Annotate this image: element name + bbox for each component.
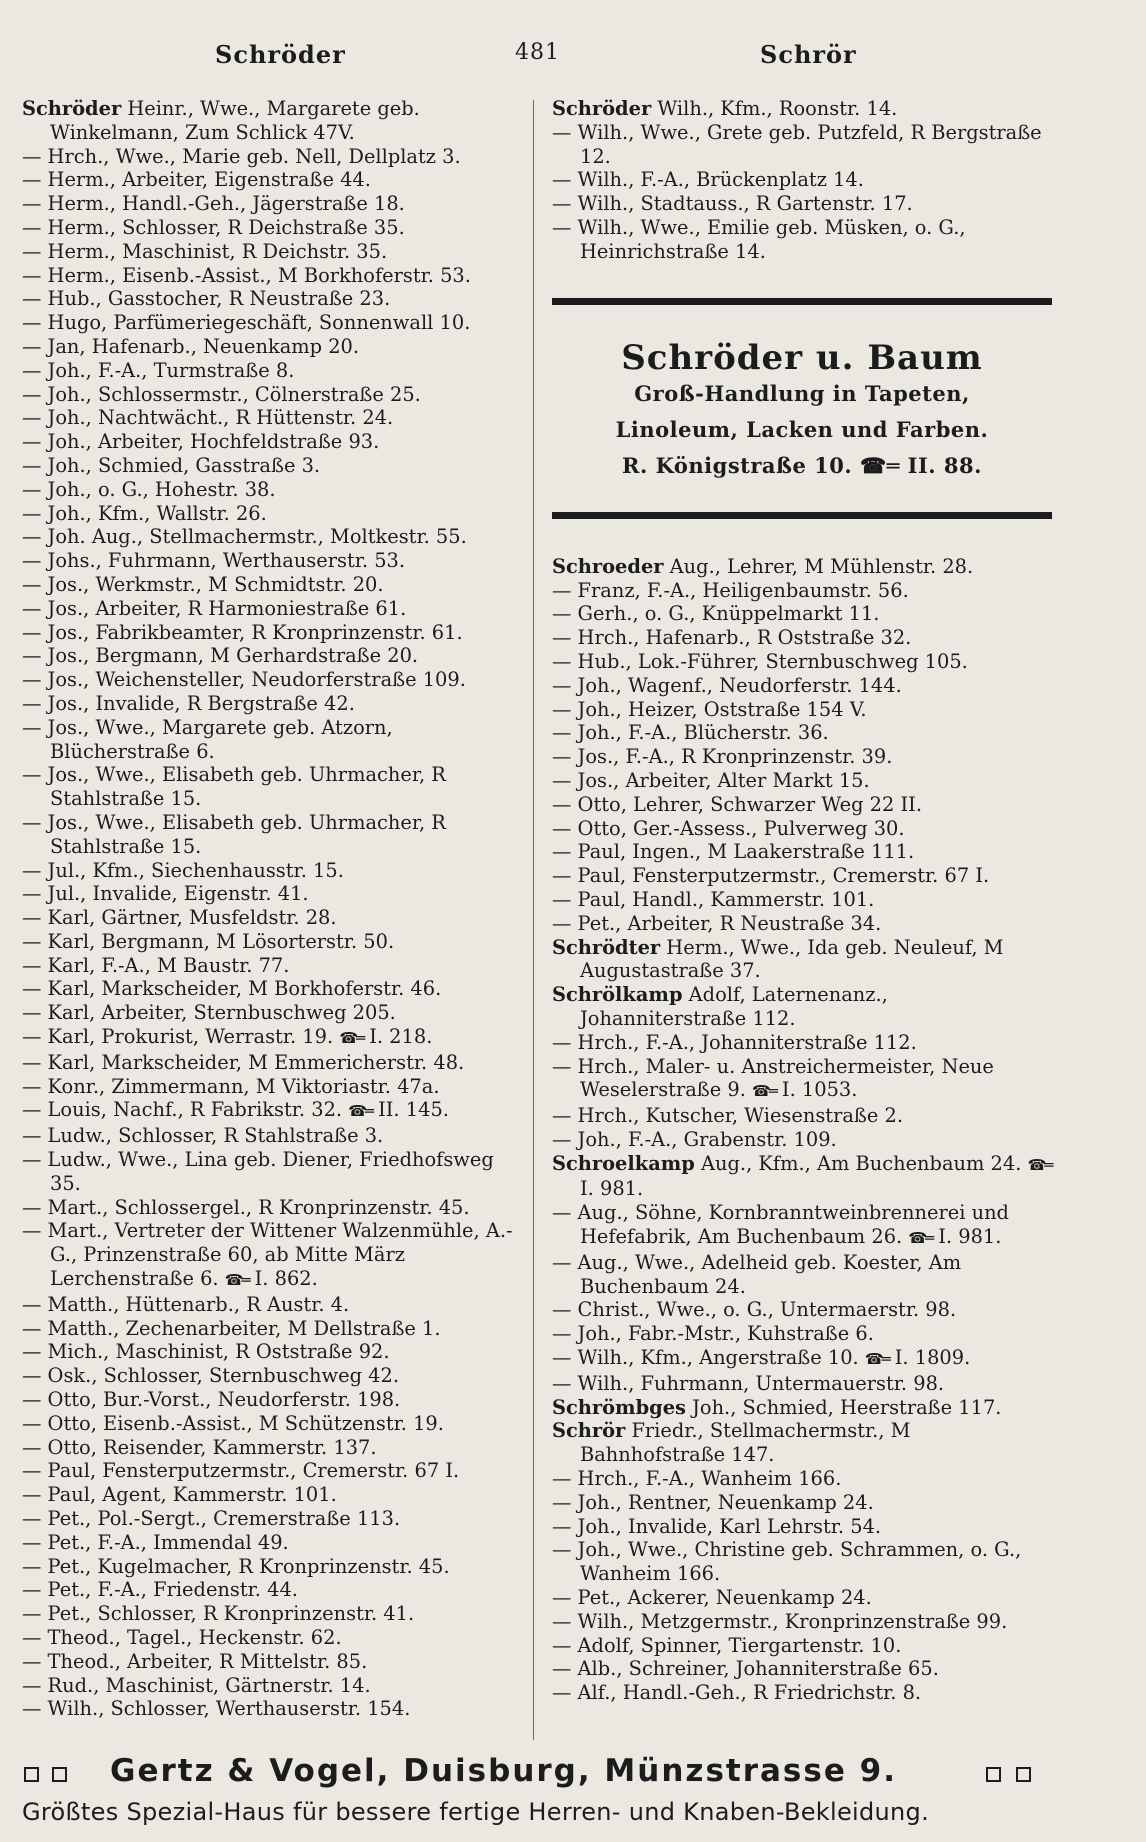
ad-line-1: Groß-Handlung in Tapeten, [634, 381, 970, 407]
directory-entry: — Joh., Schmied, Gasstraße 3. [22, 453, 321, 477]
directory-entry: — Pet., Arbeiter, R Neustraße 34. [552, 911, 882, 935]
directory-entry: — Rud., Maschinist, Gärtnerstr. 14. [22, 1673, 371, 1697]
square-ornament-icon [1016, 1767, 1031, 1782]
directory-entry: — Joh., F.-A., Turmstraße 8. [22, 358, 295, 382]
right-column-bottom [552, 555, 1052, 1705]
directory-entry: — Hrch., Maler- u. Anstreichermeister, Neue Weselerstraße 9. ☎═ I. 1053. [552, 1054, 994, 1102]
directory-entry: — Joh., Kfm., Wallstr. 26. [22, 501, 267, 525]
directory-entry: — Wilh., Wwe., Grete geb. Putzfeld, R Bergstraße 12. [552, 120, 1042, 168]
directory-entry: — Aug., Wwe., Adelheid geb. Koester, Am Buchenbaum 24. [552, 1250, 962, 1298]
directory-entry: — Joh., Nachtwächt., R Hüttenstr. 24. [22, 406, 394, 430]
directory-entry: — Pet., Pol.-Sergt., Cremerstraße 113. [22, 1507, 401, 1531]
directory-entry: — Joh., o. G., Hohestr. 38. [22, 477, 276, 501]
directory-entry: — Christ., Wwe., o. G., Untermaerstr. 98. [552, 1298, 957, 1322]
directory-entry: — Wilh., Schlosser, Werthauserstr. 154. [22, 1697, 411, 1721]
directory-entry: — Herm., Maschinist, R Deichstr. 35. [22, 239, 388, 263]
directory-entry: — Alf., Handl.-Geh., R Friedrichstr. 8. [552, 1681, 922, 1705]
directory-entry: — Adolf, Spinner, Tiergartenstr. 10. [552, 1633, 902, 1657]
column-divider [533, 100, 534, 1740]
directory-entry: Schrör Friedr., Stellmachermstr., M Bahnhofstraße 147. [552, 1419, 911, 1467]
directory-entry: — Franz, F.-A., Heiligenbaumstr. 56. [552, 578, 909, 602]
directory-entry: — Jos., Werkmstr., M Schmidtstr. 20. [22, 572, 384, 596]
ad-line-2: Linoleum, Lacken und Farben. [615, 417, 989, 443]
directory-entry: — Paul, Ingen., M Laakerstraße 111. [552, 840, 915, 864]
directory-entry: Schrömbges Joh., Schmied, Heerstraße 117. [552, 1395, 1002, 1419]
directory-entry: — Mart., Schlossergel., R Kronprinzenstr. 45. [22, 1195, 470, 1219]
left-column [22, 97, 520, 1721]
footer-banner [0, 1753, 1146, 1795]
directory-entry: — Hub., Gasstocher, R Neustraße 23. [22, 287, 391, 311]
square-ornament-icon [24, 1767, 39, 1782]
directory-entry: — Alb., Schreiner, Johanniterstraße 65. [552, 1657, 939, 1681]
directory-entry: — Herm., Handl.-Geh., Jägerstraße 18. [22, 192, 405, 216]
directory-entry: — Joh., Heizer, Oststraße 154 V. [552, 697, 867, 721]
advertisement-box [552, 298, 1052, 519]
directory-entry: — Paul, Agent, Kammerstr. 101. [22, 1483, 337, 1507]
directory-entry: — Matth., Zechenarbeiter, M Dellstraße 1. [22, 1316, 441, 1340]
directory-entry: — Pet., Kugelmacher, R Kronprinzenstr. 45. [22, 1554, 450, 1578]
directory-entry: — Jos., F.-A., R Kronprinzenstr. 39. [552, 745, 893, 769]
directory-entry: — Joh., Fabr.-Mstr., Kuhstraße 6. [552, 1322, 874, 1346]
directory-entry: — Jos., Wwe., Elisabeth geb. Uhrmacher, R Stahlstraße 15. [22, 763, 446, 811]
directory-entry: — Hrch., Hafenarb., R Oststraße 32. [552, 626, 912, 650]
directory-entry: — Wilh., Wwe., Emilie geb. Müsken, o. G., Heinrichstraße 14. [552, 215, 966, 263]
right-column-top [552, 97, 1052, 264]
ad-line-3: R. Königstraße 10. ☎═ II. 88. [622, 452, 982, 478]
directory-entry: — Matth., Hüttenarb., R Austr. 4. [22, 1292, 350, 1316]
directory-entry: — Joh., Arbeiter, Hochfeldstraße 93. [22, 430, 380, 454]
square-ornament-icon [986, 1767, 1001, 1782]
footer-subtitle: Größtes Spezial-Haus für bessere fertige Herren- und Knaben-Bekleidung. [22, 1798, 930, 1826]
directory-entry: — Hrch., Kutscher, Wiesenstraße 2. [552, 1104, 903, 1128]
directory-entry: — Jul., Kfm., Siechenhausstr. 15. [22, 858, 344, 882]
header-right: Schrör [760, 40, 857, 69]
directory-entry: — Jos., Arbeiter, R Harmoniestraße 61. [22, 596, 407, 620]
directory-entry: — Aug., Söhne, Kornbranntweinbrennerei und Hefefabrik, Am Buchenbaum 26. ☎═ I. 981. [552, 1201, 1009, 1249]
directory-entry: — Ludw., Wwe., Lina geb. Diener, Friedhofsweg 35. [22, 1148, 494, 1195]
directory-entry: — Wilh., Metzgermstr., Kronprinzenstraße 99. [552, 1609, 1008, 1633]
directory-entry: — Wilh., Fuhrmann, Untermauerstr. 98. [552, 1371, 945, 1395]
right-column [552, 97, 1052, 1705]
directory-entry: — Herm., Arbeiter, Eigenstraße 44. [22, 168, 371, 192]
directory-entry: — Karl, Markscheider, M Emmericherstr. 48. [22, 1050, 465, 1074]
directory-entry: — Jan, Hafenarb., Neuenkamp 20. [22, 334, 360, 358]
directory-entry: — Joh., Wagenf., Neudorferstr. 144. [552, 673, 902, 697]
directory-entry: — Mich., Maschinist, R Oststraße 92. [22, 1340, 390, 1364]
directory-entry: — Joh., Wwe., Christine geb. Schrammen, o. G., Wanheim 166. [552, 1538, 1022, 1586]
directory-entry: Schrödter Herm., Wwe., Ida geb. Neuleuf, M Augustastraße 37. [552, 935, 1004, 983]
directory-entry: — Gerh., o. G., Knüppelmarkt 11. [552, 602, 880, 626]
directory-entry: — Jos., Arbeiter, Alter Markt 15. [552, 768, 870, 792]
directory-entry: — Jul., Invalide, Eigenstr. 41. [22, 882, 309, 906]
directory-entry: — Karl, Bergmann, M Lösorterstr. 50. [22, 929, 395, 953]
directory-entry: — Jos., Wwe., Margarete geb. Atzorn, Blücherstraße 6. [22, 715, 393, 763]
directory-entry: — Karl, Prokurist, Werrastr. 19. ☎═ I. 218. [22, 1025, 433, 1049]
page-number: 481 [515, 40, 560, 65]
directory-entry: — Theod., Tagel., Heckenstr. 62. [22, 1626, 342, 1649]
directory-entry: — Wilh., F.-A., Brückenplatz 14. [552, 168, 864, 192]
directory-entry: — Herm., Schlosser, R Deichstraße 35. [22, 215, 405, 239]
directory-entry: — Karl, Arbeiter, Sternbuschweg 205. [22, 1001, 396, 1025]
directory-entry: — Karl, F.-A., M Baustr. 77. [22, 953, 290, 977]
directory-entry: Schröder Wilh., Kfm., Roonstr. 14. [552, 97, 898, 120]
directory-entry: — Osk., Schlosser, Sternbuschweg 42. [22, 1364, 399, 1388]
directory-entry: — Karl, Markscheider, M Borkhoferstr. 46. [22, 977, 442, 1001]
footer-subtitle-row [0, 1798, 1146, 1834]
directory-entry: — Pet., Schlosser, R Kronprinzenstr. 41. [22, 1602, 415, 1626]
directory-entry: — Otto, Ger.-Assess., Pulverweg 30. [552, 816, 905, 840]
directory-entry: — Otto, Bur.-Vorst., Neudorferstr. 198. [22, 1388, 401, 1412]
directory-entry: — Otto, Reisender, Kammerstr. 137. [22, 1435, 377, 1459]
directory-entry: — Pet., F.-A., Friedenstr. 44. [22, 1578, 298, 1602]
directory-entry: — Paul, Fensterputzermstr., Cremerstr. 67 I. [22, 1459, 460, 1483]
directory-entry: — Hugo, Parfümeriegeschäft, Sonnenwall 10. [22, 311, 471, 335]
page-header [0, 40, 1146, 80]
directory-entry: — Joh., Rentner, Neuenkamp 24. [552, 1490, 874, 1514]
directory-entry: — Theod., Arbeiter, R Mittelstr. 85. [22, 1649, 368, 1673]
directory-entry: — Johs., Fuhrmann, Werthauserstr. 53. [22, 549, 406, 573]
directory-entry: Schroeder Aug., Lehrer, M Mühlenstr. 28. [552, 554, 974, 578]
directory-entry: — Herm., Eisenb.-Assist., M Borkhoferstr. 53. [22, 263, 471, 287]
directory-entry: — Joh. Aug., Stellmachermstr., Moltkestr. 55. [22, 525, 467, 549]
directory-entry: — Hub., Lok.-Führer, Sternbuschweg 105. [552, 649, 968, 673]
directory-entry: — Paul, Handl., Kammerstr. 101. [552, 887, 875, 911]
directory-entry: — Pet., F.-A., Immendal 49. [22, 1530, 289, 1554]
header-left: Schröder [215, 40, 346, 69]
directory-entry: — Joh., Schlossermstr., Cölnerstraße 25. [22, 382, 421, 406]
ad-bottom-rule [552, 512, 1052, 519]
directory-entry: Schrölkamp Adolf, Laternenanz., Johanniterstraße 112. [552, 983, 888, 1030]
directory-entry: — Wilh., Kfm., Angerstraße 10. ☎═ I. 1809. [552, 1346, 971, 1370]
directory-entry: — Hrch., F.-A., Wanheim 166. [552, 1467, 842, 1491]
directory-entry: Schröder Heinr., Wwe., Margarete geb. Winkelmann, Zum Schlick 47V. [22, 97, 420, 144]
directory-entry: — Jos., Fabrikbeamter, R Kronprinzenstr. 61. [22, 620, 463, 644]
directory-entry: — Hrch., F.-A., Johanniterstraße 112. [552, 1030, 917, 1054]
directory-entry: — Pet., Ackerer, Neuenkamp 24. [552, 1586, 872, 1610]
directory-entry: — Karl, Gärtner, Musfeldstr. 28. [22, 906, 337, 930]
ad-top-rule [552, 298, 1052, 305]
directory-entry: — Jos., Bergmann, M Gerhardstraße 20. [22, 644, 419, 668]
directory-entry: — Joh., Invalide, Karl Lehrstr. 54. [552, 1514, 882, 1538]
directory-entry: — Joh., F.-A., Blücherstr. 36. [552, 721, 829, 745]
directory-entry: — Otto, Eisenb.-Assist., M Schützenstr. 19. [22, 1411, 444, 1435]
square-ornament-icon [52, 1767, 67, 1782]
directory-entry: — Louis, Nachf., R Fabrikstr. 32. ☎═ II. 145. [22, 1098, 449, 1122]
directory-entry: — Wilh., Stadtauss., R Gartenstr. 17. [552, 192, 913, 216]
directory-entry: Schroelkamp Aug., Kfm., Am Buchenbaum 24. ☎═ I. 981. [552, 1151, 1052, 1201]
ad-title: Schröder u. Baum [621, 337, 983, 378]
directory-entry: — Jos., Weichensteller, Neudorferstraße 109. [22, 668, 466, 692]
directory-entry: — Joh., F.-A., Grabenstr. 109. [552, 1127, 837, 1151]
directory-entry: — Ludw., Schlosser, R Stahlstraße 3. [22, 1124, 384, 1148]
directory-entry: — Mart., Vertreter der Wittener Walzenmühle, A.-G., Prinzenstraße 60, ab Mitte März Lerchenstraße 6. ☎═ I. 862. [22, 1219, 513, 1291]
directory-entry: — Otto, Lehrer, Schwarzer Weg 22 II. [552, 792, 922, 816]
footer-title: Gertz & Vogel, Duisburg, Münzstrasse 9. [110, 1753, 898, 1789]
directory-entry: — Hrch., Wwe., Marie geb. Nell, Dellplatz 3. [22, 144, 461, 168]
directory-entry: — Konr., Zimmermann, M Viktoriastr. 47a. [22, 1074, 440, 1098]
directory-entry: — Jos., Wwe., Elisabeth geb. Uhrmacher, R Stahlstraße 15. [22, 810, 446, 858]
directory-entry: — Jos., Invalide, R Bergstraße 42. [22, 691, 355, 715]
directory-entry: — Paul, Fensterputzermstr., Cremerstr. 67 I. [552, 864, 990, 888]
